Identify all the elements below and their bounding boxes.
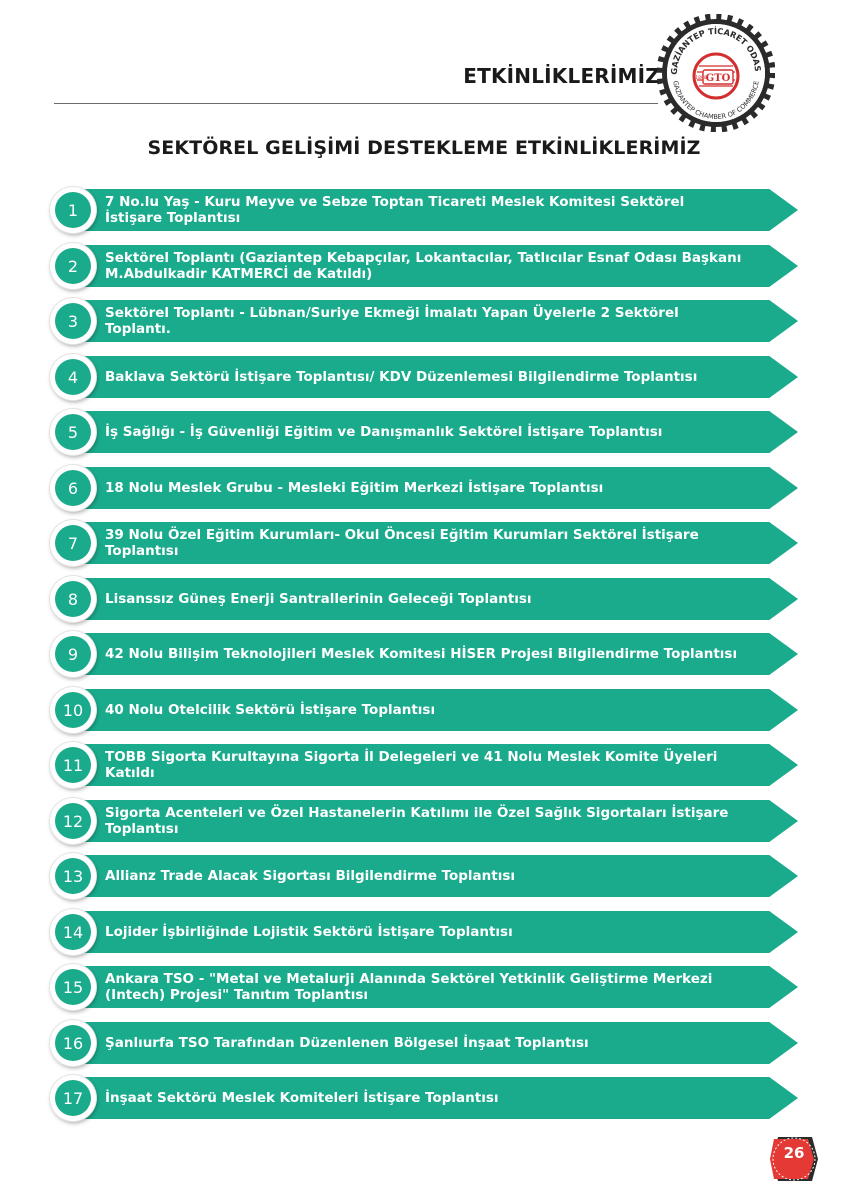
logo-year: 1898 xyxy=(695,76,707,81)
number-badge xyxy=(50,909,96,955)
number-badge xyxy=(50,631,96,677)
page-number: 26 xyxy=(783,1144,805,1162)
number-badge xyxy=(50,576,96,622)
item-number: 8 xyxy=(55,581,91,617)
number-badge xyxy=(50,1075,96,1121)
item-number: 2 xyxy=(55,248,91,284)
item-number: 11 xyxy=(55,747,91,783)
item-text: Sektörel Toplantı (Gaziantep Kebapçılar, Lokantacılar, Tatlıcılar Esnaf Odası Başkanı M.Abdulkadir KATMERCİ de Katıldı) xyxy=(105,250,742,282)
item-text: Lisanssız Güneş Enerji Santrallerinin Geleceği Toplantısı xyxy=(105,591,532,607)
list-item xyxy=(50,964,800,1010)
item-text: TOBB Sigorta Kurultayına Sigorta İl Delegeleri ve 41 Nolu Meslek Komite Üyeleri Katıldı xyxy=(105,749,718,781)
item-number: 16 xyxy=(55,1025,91,1061)
list-item xyxy=(50,687,800,733)
list-item xyxy=(50,798,800,844)
item-text: Baklava Sektörü İstişare Toplantısı/ KDV Düzenlemesi Bilgilendirme Toplantısı xyxy=(105,369,698,385)
item-text: Şanlıurfa TSO Tarafından Düzenlenen Bölgesel İnşaat Toplantısı xyxy=(105,1035,589,1051)
item-number: 3 xyxy=(55,303,91,339)
list-item xyxy=(50,465,800,511)
item-text: Lojider İşbirliğinde Lojistik Sektörü İstişare Toplantısı xyxy=(105,924,513,940)
logo-mark: GTO xyxy=(705,73,731,84)
item-number: 12 xyxy=(55,803,91,839)
item-number: 15 xyxy=(55,969,91,1005)
number-badge xyxy=(50,520,96,566)
header-divider xyxy=(54,103,658,104)
list-item xyxy=(50,1020,800,1066)
number-badge xyxy=(50,465,96,511)
number-badge xyxy=(50,798,96,844)
item-text: 42 Nolu Bilişim Teknolojileri Meslek Komitesi HİSER Projesi Bilgilendirme Toplantısı xyxy=(105,646,738,662)
number-badge xyxy=(50,687,96,733)
gto-logo xyxy=(657,14,775,132)
list-item xyxy=(50,243,800,289)
item-text: İş Sağlığı - İş Güvenliği Eğitim ve Danışmanlık Sektörel İstişare Toplantısı xyxy=(105,424,663,440)
number-badge xyxy=(50,298,96,344)
list-item xyxy=(50,576,800,622)
logo-arc-bottom: GAZIANTEP CHAMBER OF COMMERCE xyxy=(671,80,761,122)
list-item xyxy=(50,1075,800,1121)
item-text: 40 Nolu Otelcilik Sektörü İstişare Toplantısı xyxy=(105,702,436,718)
item-text: 39 Nolu Özel Eğitim Kurumları- Okul Öncesi Eğitim Kurumları Sektörel İstişare Toplantısı xyxy=(105,527,699,559)
list-item xyxy=(50,631,800,677)
number-badge xyxy=(50,409,96,455)
item-text: Sigorta Acenteleri ve Özel Hastanelerin Katılımı ile Özel Sağlık Sigortaları İstişare Toplantısı xyxy=(105,805,729,837)
list-item xyxy=(50,409,800,455)
item-text: Sektörel Toplantı - Lübnan/Suriye Ekmeği İmalatı Yapan Üyelerle 2 Sektörel Toplantı. xyxy=(105,305,679,337)
header-title: ETKİNLİKLERİMİZ xyxy=(463,64,660,88)
number-badge xyxy=(50,187,96,233)
list-item xyxy=(50,354,800,400)
number-badge xyxy=(50,1020,96,1066)
list-item xyxy=(50,187,800,233)
item-number: 14 xyxy=(55,914,91,950)
item-number: 10 xyxy=(55,692,91,728)
item-number: 13 xyxy=(55,858,91,894)
list-item xyxy=(50,520,800,566)
item-number: 6 xyxy=(55,470,91,506)
logo-arc-top: GAZİANTEP TİCARET ODAS xyxy=(668,25,764,75)
number-badge xyxy=(50,853,96,899)
list-item xyxy=(50,909,800,955)
number-badge xyxy=(50,243,96,289)
item-text: 7 No.lu Yaş - Kuru Meyve ve Sebze Toptan Ticareti Meslek Komitesi Sektörel İstişare Toplantısı xyxy=(105,194,685,226)
number-badge xyxy=(50,964,96,1010)
section-title: SEKTÖREL GELİŞİMİ DESTEKLEME ETKİNLİKLERİMİZ xyxy=(147,137,701,159)
list-item xyxy=(50,298,800,344)
item-number: 9 xyxy=(55,636,91,672)
list-item xyxy=(50,742,800,788)
item-number: 7 xyxy=(55,525,91,561)
list-item xyxy=(50,853,800,899)
item-number: 1 xyxy=(55,192,91,228)
number-badge xyxy=(50,354,96,400)
item-text: Allianz Trade Alacak Sigortası Bilgilendirme Toplantısı xyxy=(105,868,516,884)
item-text: İnşaat Sektörü Meslek Komiteleri İstişare Toplantısı xyxy=(105,1090,499,1106)
item-text: 18 Nolu Meslek Grubu - Mesleki Eğitim Merkezi İstişare Toplantısı xyxy=(105,480,604,496)
item-number: 4 xyxy=(55,359,91,395)
item-text: Ankara TSO - "Metal ve Metalurji Alanında Sektörel Yetkinlik Geliştirme Merkezi (Intech) Projesi" Tanıtım Toplantısı xyxy=(105,971,713,1003)
item-number: 5 xyxy=(55,414,91,450)
item-number: 17 xyxy=(55,1080,91,1116)
number-badge xyxy=(50,742,96,788)
